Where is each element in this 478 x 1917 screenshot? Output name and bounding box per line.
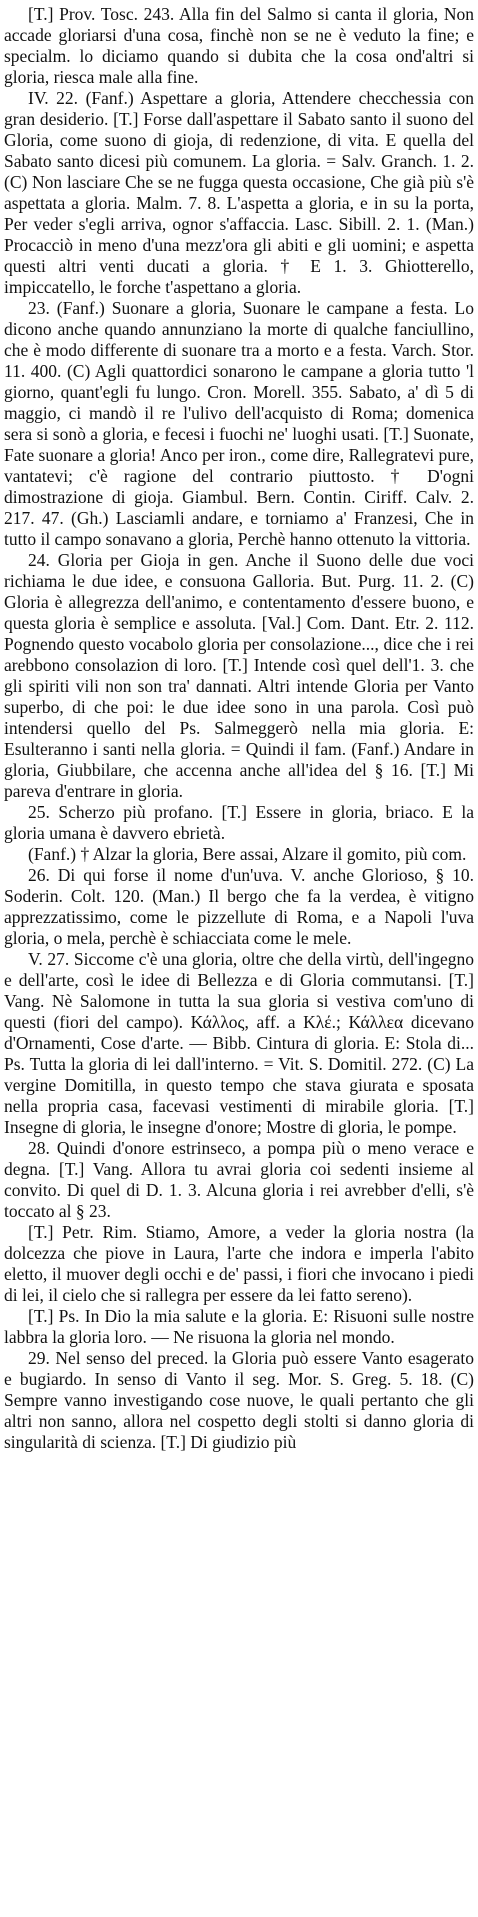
entry-paragraph: 29. Nel senso del preced. la Gloria può essere Vanto esagerato e bugiardo. In senso di Vanto il seg. Mor. S. Greg. 5. 18. (C) Sempre vanno investigando cose nuove, le quali pertanto che gli altri non sanno, allora nel cospetto degli stolti si danno gloria di singularità di scienza. [T.] Di giudizio più [4,1348,474,1452]
entry-paragraph: 25. Scherzo più profano. [T.] Essere in gloria, briaco. E la gloria umana è davvero ebrietà. [4,802,474,843]
entry-paragraph: 26. Di qui forse il nome d'un'uva. V. anche Glorioso, § 10. Soderin. Colt. 120. (Man.) Il bergo che fa la verdea, è vitigno apprezzatissimo, come le pizzellute di Roma, e a Napoli l'uva gloria, o mela, perchè è schiacciata come le mele. [4,865,474,948]
entry-paragraph: [T.] Petr. Rim. Stiamo, Amore, a veder la gloria nostra (la dolcezza che piove in Laura, l'arte che indora e imperla l'abito eletto, il muover degli occhi e de' passi, i fiori che invocano i piedi di lei, il cielo che si rallegra per essere da lei fatto sereno). [4,1222,474,1305]
entry-paragraph: (Fanf.) † Alzar la gloria, Bere assai, Alzare il gomito, più com. [28,844,467,864]
entry-paragraph: [T.] Prov. Tosc. 243. Alla fin del Salmo si canta il gloria, Non accade gloriarsi d'una cosa, finchè non se ne è veduto la fine; e specialm. lo diciamo quando si dubita che la cosa ond'altri si gloria, riesca male alla fine. [4,4,474,87]
entry-paragraph: V. 27. Siccome c'è una gloria, oltre che della virtù, dell'ingegno e dell'arte, così le idee di Bellezza e di Gloria commutansi. [T.] Vang. Nè Salomone in tutta la sua gloria si vestiva com'uno di questi (fiori del campo). Κάλλος, aff. a Κλέ.; Κάλλεα dicevano d'Ornamenti, Cose d'arte. — Bibb. Cintura di gloria. E: Stola di... Ps. Tutta la gloria di lei dall'interno. = Vit. S. Domitil. 272. (C) La vergine Domitilla, in questo tempo che stava giurata e sposata nella propria casa, facevasi vestimenti di mirabile gloria. [T.] Insegne di gloria, le insegne d'onore; Mostre di gloria, le pompe. [4,949,474,1137]
entry-paragraph: 23. (Fanf.) Suonare a gloria, Suonare le campane a festa. Lo dicono anche quando annunziano la morte di qualche fanciullino, che è modo differente di suonare tra a morto e a festa. Varch. Stor. 11. 400. (C) Agli quattordici sonarono le campane a gloria tutto 'l giorno, quant'egli fu lungo. Cron. Morell. 355. Sabato, a' dì 5 di maggio, ci mandò il re l'ulivo dell'acquisto di Roma; domenica sera si sonò a gloria, e fecesi i fuochi ne' luoghi usati. [T.] Suonate, Fate suonare a gloria! Anco per iron., come dire, Rallegratevi pure, vantatevi; c'è ragione del contrario piuttosto. † D'ogni dimostrazione di gioja. Giambul. Bern. Contin. Ciriff. Calv. 2. 217. 47. (Gh.) Lasciamli andare, e torniamo a' Franzesi, Che in tutto il campo sonavano a gloria, Perchè hanno ottenuto la vittoria. [4,298,474,549]
entry-paragraph: [T.] Ps. In Dio la mia salute e la gloria. E: Risuoni sulle nostre labbra la gloria loro. — Ne risuona la gloria nel mondo. [4,1306,474,1347]
entry-paragraph: 28. Quindi d'onore estrinseco, a pompa più o meno verace e degna. [T.] Vang. Allora tu avrai gloria coi sedenti insieme al convito. Di quel di D. 1. 3. Alcuna gloria i rei avrebber d'elli, s'è toccato al § 23. [4,1138,474,1221]
entry-paragraph: 24. Gloria per Gioja in gen. Anche il Suono delle due voci richiama le due idee, e consuona Galloria. But. Purg. 11. 2. (C) Gloria è allegrezza dell'animo, e contentamento d'essere buono, e questa gloria è semplice e assoluta. [Val.] Com. Dant. Etr. 2. 112. Pognendo questo vocabolo gloria per consolazione..., dice che i rei arebbono consolazion di loro. [T.] Intende così quel dell'1. 3. che gli spiriti vili non son tra' dannati. Altri intende Gloria per Vanto superbo, di che poi: le due idee sono in una parola. Così può intendersi quello del Ps. Salmeggerò nella mia gloria. E: Esulteranno i santi nella gloria. = Quindi il fam. (Fanf.) Andare in gloria, Giubbilare, che accenna anche all'idea del § 16. [T.] Mi pareva d'entrare in gloria. [4,550,474,801]
entry-paragraph: IV. 22. (Fanf.) Aspettare a gloria, Attendere checchessia con gran desiderio. [T.] Forse dall'aspettare il Sabato santo il suono del Gloria, come suono di gioja, di redenzione, di vita. E quella del Sabato santo dicesi più comunem. La gloria. = Salv. Granch. 1. 2. (C) Non lasciare Che se ne fugga questa occasione, Che già più s'è aspettata a gloria. Malm. 7. 8. L'aspetta a gloria, e in su la porta, Per veder s'egli arriva, ognor s'affaccia. Lasc. Sibill. 2. 1. (Man.) Procacciò in meno d'una mezz'ora gli abiti e gli uomini; e aspetta questi altri venti ducati a gloria. † E 1. 3. Ghiotterello, impiccatello, le forche t'aspettano a gloria. [4,88,474,297]
